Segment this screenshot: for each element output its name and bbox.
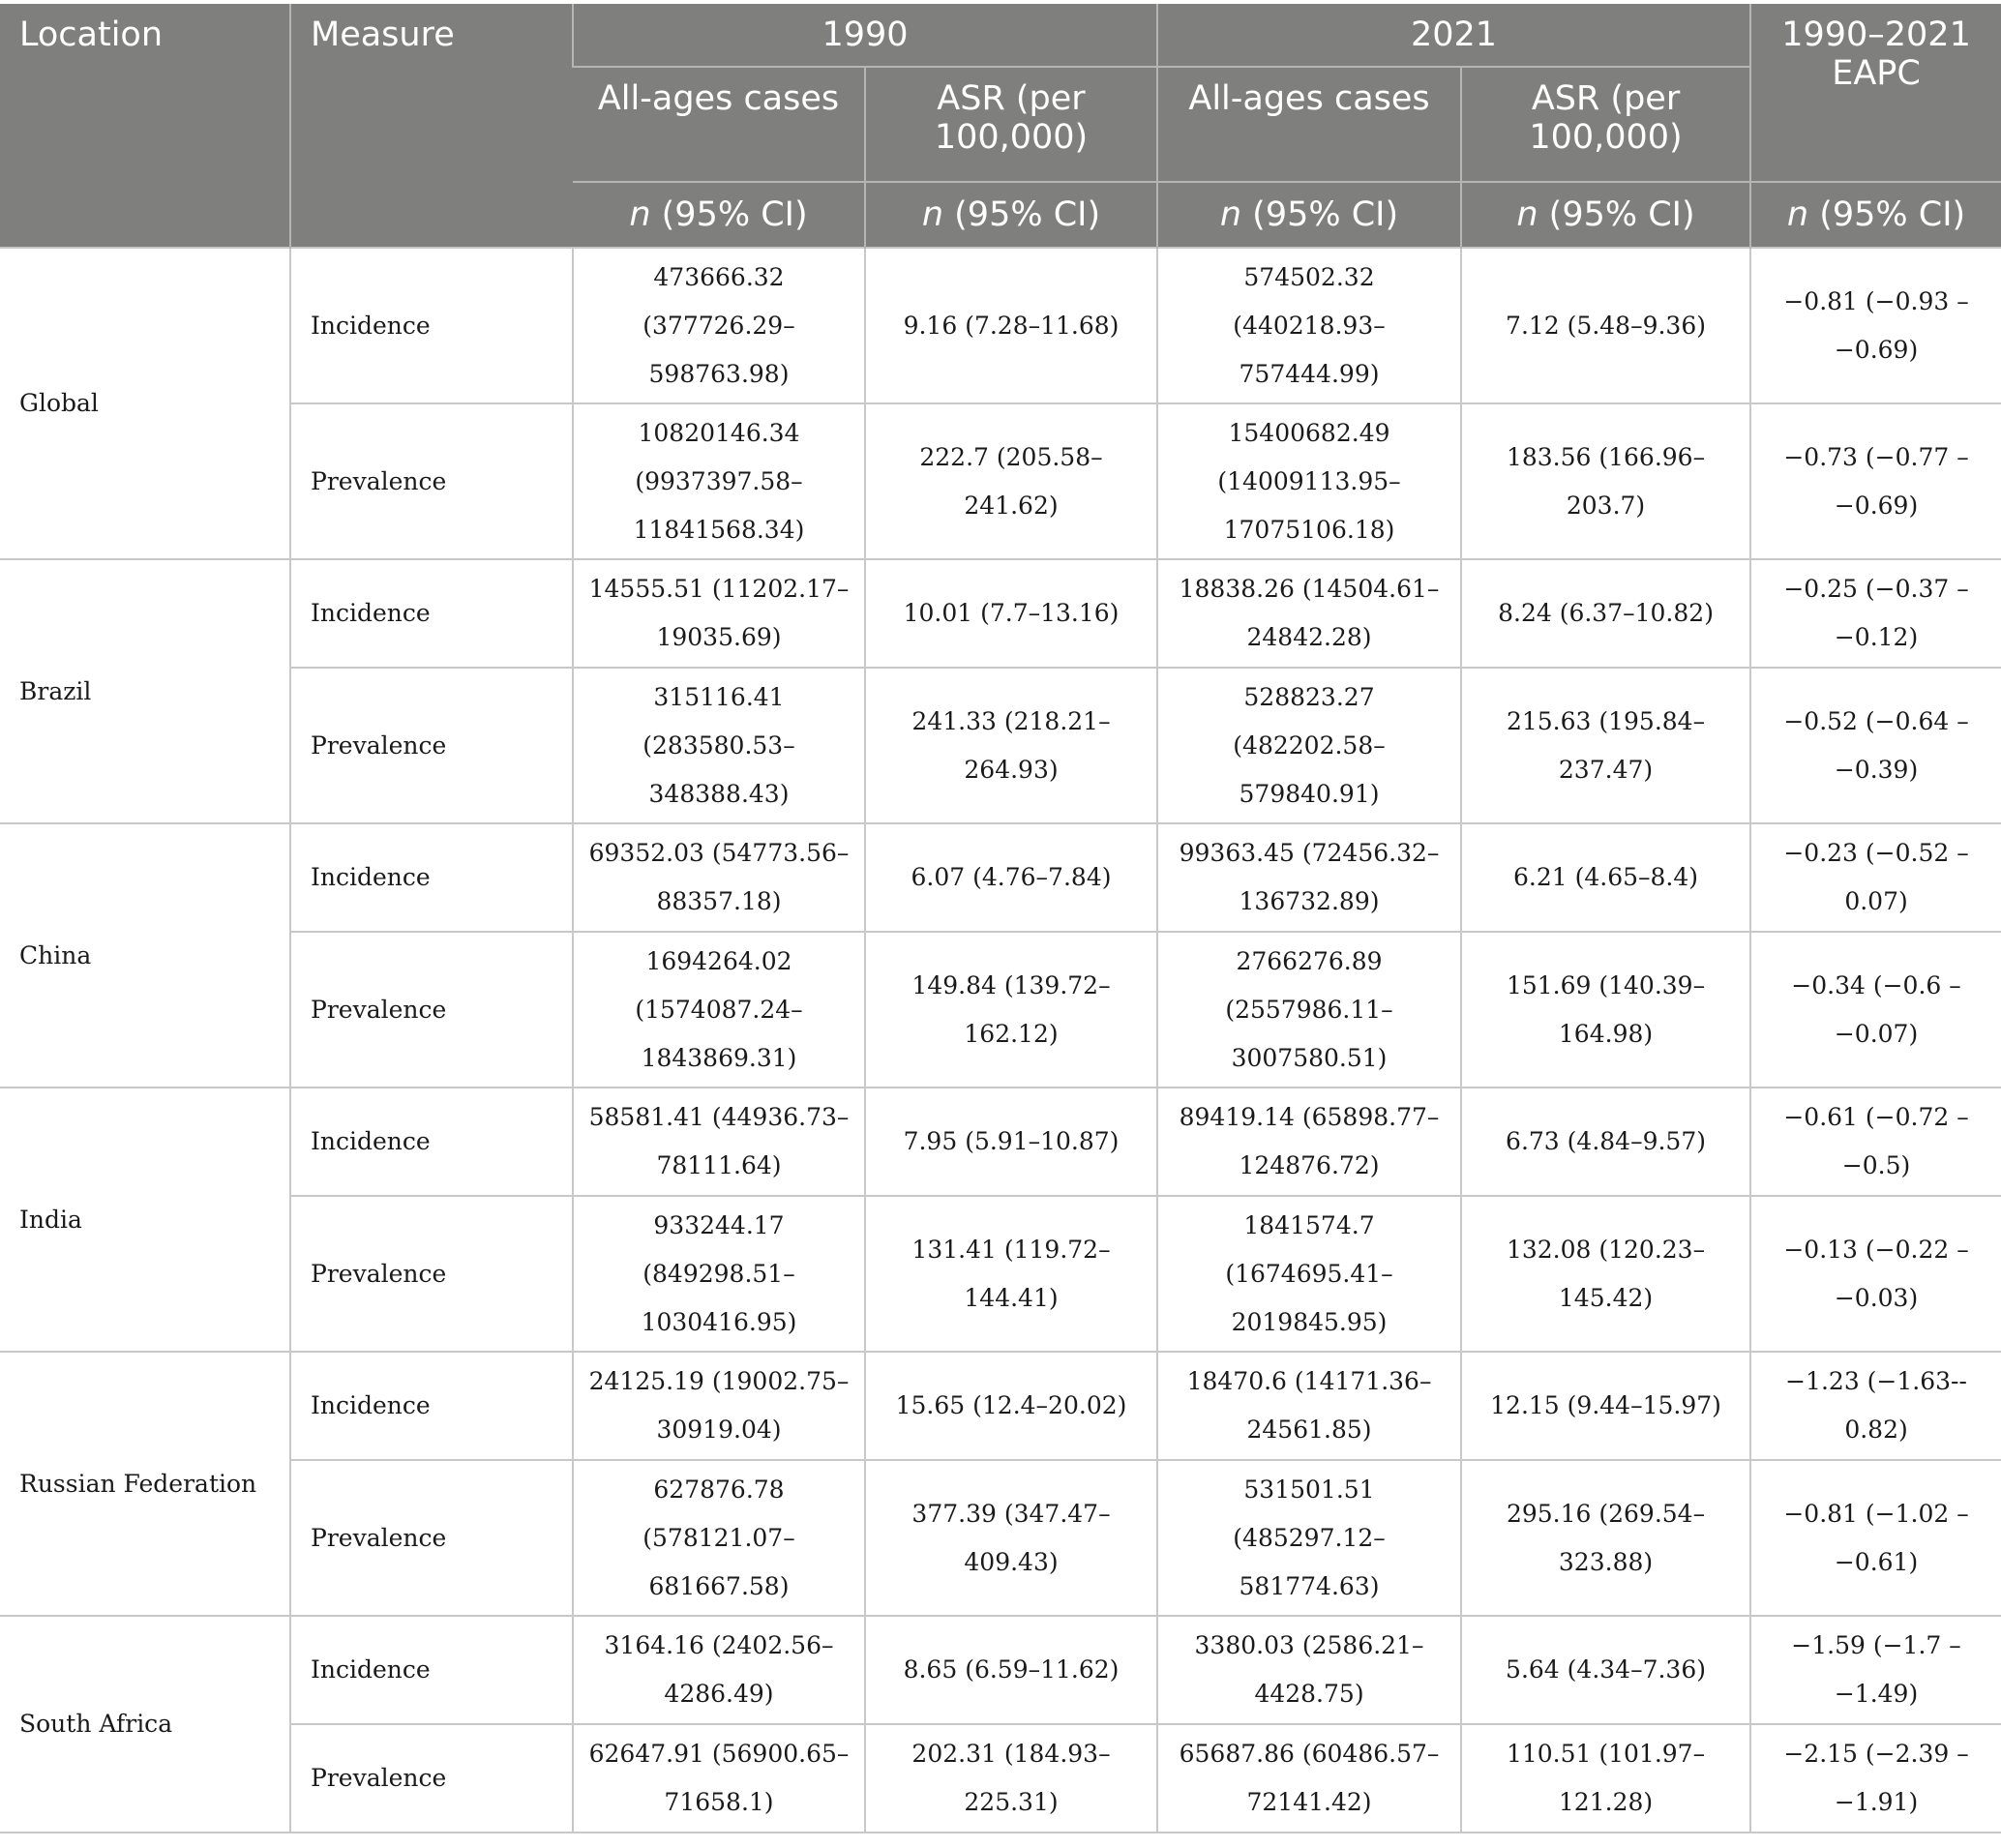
table-row [0,1196,2001,1352]
cases-2021-cell: 1841574.7 (1674695.41–2019845.95) [1157,1196,1461,1352]
cases-2021-cell: 18470.6 (14171.36–24561.85) [1157,1352,1461,1460]
header-ci-rest: (95% CI) [1241,195,1399,234]
cases-2021-cell: 574502.32 (440218.93–757444.99) [1157,248,1461,403]
asr-2021-cell: 8.24 (6.37–10.82) [1461,559,1750,668]
header-ci [573,182,865,248]
asr-2021-cell: 6.73 (4.84–9.57) [1461,1088,1750,1196]
measure-cell: Prevalence [290,1460,573,1616]
measure-cell: Prevalence [290,1196,573,1352]
measure-cell: Incidence [290,559,573,668]
table-row [0,1088,2001,1196]
asr-2021-cell: 7.12 (5.48–9.36) [1461,248,1750,403]
eapc-cell: −0.34 (−0.6 – −0.07) [1750,932,2001,1088]
measure-cell: Prevalence [290,403,573,559]
asr-2021-cell: 132.08 (120.23–145.42) [1461,1196,1750,1352]
header-measure: Measure [290,4,573,248]
table-row [0,559,2001,668]
cases-1990-cell: 62647.91 (56900.65–71658.1) [573,1724,865,1833]
asr-2021-cell: 151.69 (140.39–164.98) [1461,932,1750,1088]
table-row [0,823,2001,932]
header-ci [1157,182,1461,248]
cases-2021-cell: 18838.26 (14504.61–24842.28) [1157,559,1461,668]
cases-2021-cell: 15400682.49 (14009113.95–17075106.18) [1157,403,1461,559]
location-cell: South Africa [0,1616,290,1833]
eapc-cell: −1.23 (−1.63-- 0.82) [1750,1352,2001,1460]
header-2021-asr: ASR (per 100,000) [1461,67,1750,182]
table-body [0,248,2001,1833]
cases-1990-cell: 933244.17 (849298.51–1030416.95) [573,1196,865,1352]
cases-1990-cell: 69352.03 (54773.56–88357.18) [573,823,865,932]
eapc-cell: −0.13 (−0.22 – −0.03) [1750,1196,2001,1352]
asr-1990-cell: 10.01 (7.7–13.16) [865,559,1157,668]
header-2021-all-ages-cases: All-ages cases [1157,67,1461,182]
asr-2021-cell: 183.56 (166.96–203.7) [1461,403,1750,559]
measure-cell: Incidence [290,1088,573,1196]
header-ci [1750,182,2001,248]
table-row [0,668,2001,823]
table-row [0,1352,2001,1460]
header-location: Location [0,4,290,248]
cases-1990-cell: 473666.32 (377726.29–598763.98) [573,248,865,403]
table-row [0,1724,2001,1833]
asr-1990-cell: 6.07 (4.76–7.84) [865,823,1157,932]
asr-2021-cell: 12.15 (9.44–15.97) [1461,1352,1750,1460]
measure-cell: Prevalence [290,668,573,823]
header-ci [1461,182,1750,248]
asr-1990-cell: 7.95 (5.91–10.87) [865,1088,1157,1196]
location-cell: Brazil [0,559,290,823]
cases-1990-cell: 627876.78 (578121.07–681667.58) [573,1460,865,1616]
measure-cell: Prevalence [290,932,573,1088]
measure-cell: Incidence [290,248,573,403]
asr-1990-cell: 9.16 (7.28–11.68) [865,248,1157,403]
asr-2021-cell: 6.21 (4.65–8.4) [1461,823,1750,932]
asr-1990-cell: 131.41 (119.72–144.41) [865,1196,1157,1352]
header-year-2021: 2021 [1157,4,1750,67]
cases-2021-cell: 3380.03 (2586.21–4428.75) [1157,1616,1461,1724]
table-row [0,932,2001,1088]
cases-1990-cell: 24125.19 (19002.75–30919.04) [573,1352,865,1460]
asr-1990-cell: 202.31 (184.93–225.31) [865,1724,1157,1833]
cases-1990-cell: 315116.41 (283580.53–348388.43) [573,668,865,823]
eapc-cell: −0.61 (−0.72 – −0.5) [1750,1088,2001,1196]
location-cell: Global [0,248,290,559]
cases-2021-cell: 65687.86 (60486.57–72141.42) [1157,1724,1461,1833]
data-table [0,4,2001,1833]
measure-cell: Incidence [290,1352,573,1460]
header-ci-n: n [1786,195,1809,234]
asr-1990-cell: 15.65 (12.4–20.02) [865,1352,1157,1460]
table-row [0,1460,2001,1616]
header-ci-rest: (95% CI) [650,195,808,234]
cases-2021-cell: 89419.14 (65898.77–124876.72) [1157,1088,1461,1196]
header-ci-n: n [921,195,944,234]
asr-2021-cell: 5.64 (4.34–7.36) [1461,1616,1750,1724]
asr-1990-cell: 241.33 (218.21–264.93) [865,668,1157,823]
cases-2021-cell: 531501.51 (485297.12–581774.63) [1157,1460,1461,1616]
cases-1990-cell: 1694264.02 (1574087.24–1843869.31) [573,932,865,1088]
asr-1990-cell: 149.84 (139.72–162.12) [865,932,1157,1088]
asr-1990-cell: 377.39 (347.47–409.43) [865,1460,1157,1616]
eapc-cell: −2.15 (−2.39 – −1.91) [1750,1724,2001,1833]
cases-2021-cell: 99363.45 (72456.32–136732.89) [1157,823,1461,932]
table-row [0,403,2001,559]
measure-cell: Incidence [290,1616,573,1724]
cases-1990-cell: 58581.41 (44936.73–78111.64) [573,1088,865,1196]
cases-1990-cell: 14555.51 (11202.17–19035.69) [573,559,865,668]
header-ci-n: n [1516,195,1538,234]
table-row [0,1616,2001,1724]
header-ci [865,182,1157,248]
cases-1990-cell: 10820146.34 (9937397.58–11841568.34) [573,403,865,559]
asr-2021-cell: 110.51 (101.97–121.28) [1461,1724,1750,1833]
cases-1990-cell: 3164.16 (2402.56–4286.49) [573,1616,865,1724]
asr-2021-cell: 295.16 (269.54–323.88) [1461,1460,1750,1616]
eapc-cell: −0.81 (−0.93 – −0.69) [1750,248,2001,403]
header-ci-rest: (95% CI) [1538,195,1695,234]
header-1990-all-ages-cases: All-ages cases [573,67,865,182]
header-year-1990: 1990 [573,4,1157,67]
header-ci-rest: (95% CI) [943,195,1101,234]
eapc-cell: −0.73 (−0.77 – −0.69) [1750,403,2001,559]
eapc-cell: −0.25 (−0.37 – −0.12) [1750,559,2001,668]
location-cell: India [0,1088,290,1352]
eapc-cell: −1.59 (−1.7 – −1.49) [1750,1616,2001,1724]
cases-2021-cell: 528823.27 (482202.58–579840.91) [1157,668,1461,823]
eapc-cell: −0.23 (−0.52 – 0.07) [1750,823,2001,932]
asr-2021-cell: 215.63 (195.84–237.47) [1461,668,1750,823]
asr-1990-cell: 222.7 (205.58–241.62) [865,403,1157,559]
table-header [0,4,2001,248]
header-ci-n: n [1219,195,1242,234]
header-ci-n: n [629,195,651,234]
eapc-cell: −0.81 (−1.02 – −0.61) [1750,1460,2001,1616]
header-1990-asr: ASR (per 100,000) [865,67,1157,182]
header-ci-rest: (95% CI) [1808,195,1966,234]
asr-1990-cell: 8.65 (6.59–11.62) [865,1616,1157,1724]
eapc-cell: −0.52 (−0.64 – −0.39) [1750,668,2001,823]
cases-2021-cell: 2766276.89 (2557986.11–3007580.51) [1157,932,1461,1088]
measure-cell: Prevalence [290,1724,573,1833]
location-cell: Russian Federation [0,1352,290,1616]
location-cell: China [0,823,290,1088]
header-eapc: 1990–2021 EAPC [1750,4,2001,182]
table-row [0,248,2001,403]
measure-cell: Incidence [290,823,573,932]
